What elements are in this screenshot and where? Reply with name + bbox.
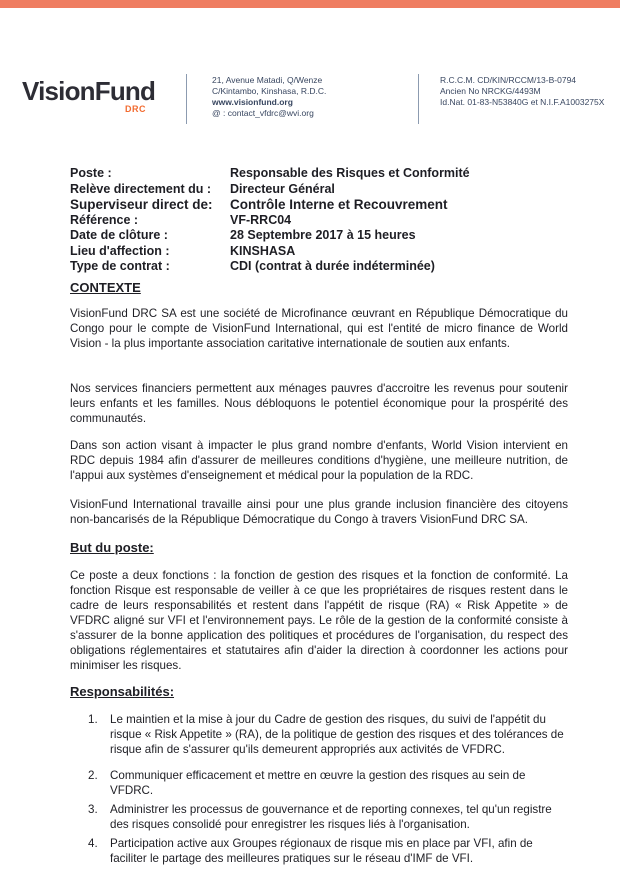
job-info-row xyxy=(70,259,570,275)
job-info-label: Lieu d'affection : xyxy=(70,243,170,258)
job-info-label: Date de clôture : xyxy=(70,228,168,242)
job-info-value: 28 Septembre 2017 à 15 heures xyxy=(230,228,416,242)
job-info-label: Superviseur direct de: xyxy=(70,197,213,212)
list-item-number: 3. xyxy=(88,803,98,816)
job-info-row xyxy=(70,182,570,198)
job-info-table xyxy=(70,166,570,275)
header-divider-left xyxy=(186,74,187,124)
list-item xyxy=(88,802,568,832)
top-accent-bar xyxy=(0,0,620,8)
responsabilites-list xyxy=(88,712,568,866)
but-du-poste-heading: But du poste: xyxy=(70,540,154,555)
list-item-number: 2. xyxy=(88,769,98,782)
job-info-row xyxy=(70,213,570,229)
letterhead xyxy=(0,62,620,128)
list-item-number: 1. xyxy=(88,713,98,726)
list-item-text: Communiquer efficacement et mettre en œuvre la gestion des risques au sein de VFDRC. xyxy=(110,769,526,797)
job-info-label: Référence : xyxy=(70,212,139,227)
job-info-value: Contrôle Interne et Recouvrement xyxy=(230,197,448,212)
job-info-row xyxy=(70,166,570,182)
contexte-paragraph: Dans son action visant à impacter le plus grand nombre d'enfants, World Vision intervient en RDC depuis 1984 afin d'assurer de meilleures conditions d'hygiène, une meilleure nutrition, de l'appui aux systèmes d'enseignement et médical pour la population de la RDC. xyxy=(70,439,568,482)
job-info-value: CDI (contrat à durée indéterminée) xyxy=(230,259,435,273)
email-link[interactable]: @ : contact_vfdrc@wvi.org xyxy=(212,108,314,118)
contexte-paragraph: VisionFund DRC SA est une société de Microfinance œuvrant en République Démocratique du Congo pour le compte de VisionFund International, qui est l'entité de micro finance de World Vision - la plus importante association caritative internationale de soutien aux enfants. xyxy=(70,307,568,350)
header-divider-right xyxy=(418,74,419,124)
job-info-label: Poste : xyxy=(70,166,112,180)
list-item xyxy=(88,712,568,757)
job-info-value: KINSHASA xyxy=(230,243,296,258)
list-item xyxy=(88,836,568,866)
list-item-text: Participation active aux Groupes régionaux de risque mis en place par VFI, afin de faciliter le partage des meilleures pratiques sur le réseau d'IMF de VFI. xyxy=(110,837,533,865)
contexte-heading: CONTEXTE xyxy=(70,280,141,295)
job-info-label: Relève directement du : xyxy=(70,181,212,196)
list-item xyxy=(88,768,568,798)
job-info-row xyxy=(70,197,570,213)
list-item-text: Administrer les processus de gouvernance et de reporting connexes, tel qu'un registre des risques consolidé pour enregistrer les risques liés à l'organisation. xyxy=(110,803,552,831)
list-item-number: 4. xyxy=(88,837,98,850)
job-info-label: Type de contrat : xyxy=(70,259,170,273)
but-du-poste-paragraph: Ce poste a deux fonctions : la fonction de gestion des risques et la fonction de conformité. La fonction Risque est responsable de veiller à ce que les propriétaires de risques restent dans le cadre de leurs responsabilités et restent dans l'appétit de risque (RA) « Risk Appetite » de VFDRC aligné sur VFI et l'environnement pays. Le rôle de la gestion de la conformité consiste à s'assurer de la bonne application des politiques et procédures de l'organisation, du respect des obligations réglementaires et statutaires afin d'aider la direction à coordonner les actions pour minimiser les risques. xyxy=(70,569,568,672)
logo-text-main: VisionFund xyxy=(22,76,156,106)
contexte-paragraph: Nos services financiers permettent aux ménages pauvres d'accroitre les revenus pour soutenir leurs enfants et les familles. Nous débloquons le potentiel économique pour la prospérité des communautés. xyxy=(70,382,568,425)
responsabilites-heading: Responsabilités: xyxy=(70,684,175,699)
job-info-value: VF-RRC04 xyxy=(230,212,292,227)
address-line: C/Kintambo, Kinshasa, R.D.C. xyxy=(212,86,327,96)
website-link[interactable]: www.visionfund.org xyxy=(212,97,293,107)
contexte-paragraph: VisionFund International travaille ainsi pour une plus grande inclusion financière des citoyens non-bancarisés de la République Démocratique du Congo à travers VisionFund DRC SA. xyxy=(70,498,568,526)
job-info-value: Responsable des Risques et Conformité xyxy=(230,166,470,180)
job-info-row xyxy=(70,228,570,244)
visionfund-logo xyxy=(22,76,162,120)
job-info-row xyxy=(70,244,570,260)
address-line: 21, Avenue Matadi, Q/Wenze xyxy=(212,75,323,85)
job-info-value: Directeur Général xyxy=(230,181,335,196)
registration-line: Id.Nat. 01-83-N53840G et N.I.F.A1003275X xyxy=(440,97,605,107)
address-block xyxy=(212,75,326,119)
logo-text-sub: DRC xyxy=(125,104,146,114)
list-item-text: Le maintien et la mise à jour du Cadre de gestion des risques, du suivi de l'appétit du risque « Risk Appetite » (RA), de la politique de gestion des risques et des tolérances de risque afin de s'assurer qu'ils demeurent appropriés aux activités de VFDRC. xyxy=(110,713,564,756)
registration-block xyxy=(440,75,604,108)
registration-line: Ancien No NRCKG/4493M xyxy=(440,86,541,96)
registration-line: R.C.C.M. CD/KIN/RCCM/13-B-0794 xyxy=(440,75,577,85)
